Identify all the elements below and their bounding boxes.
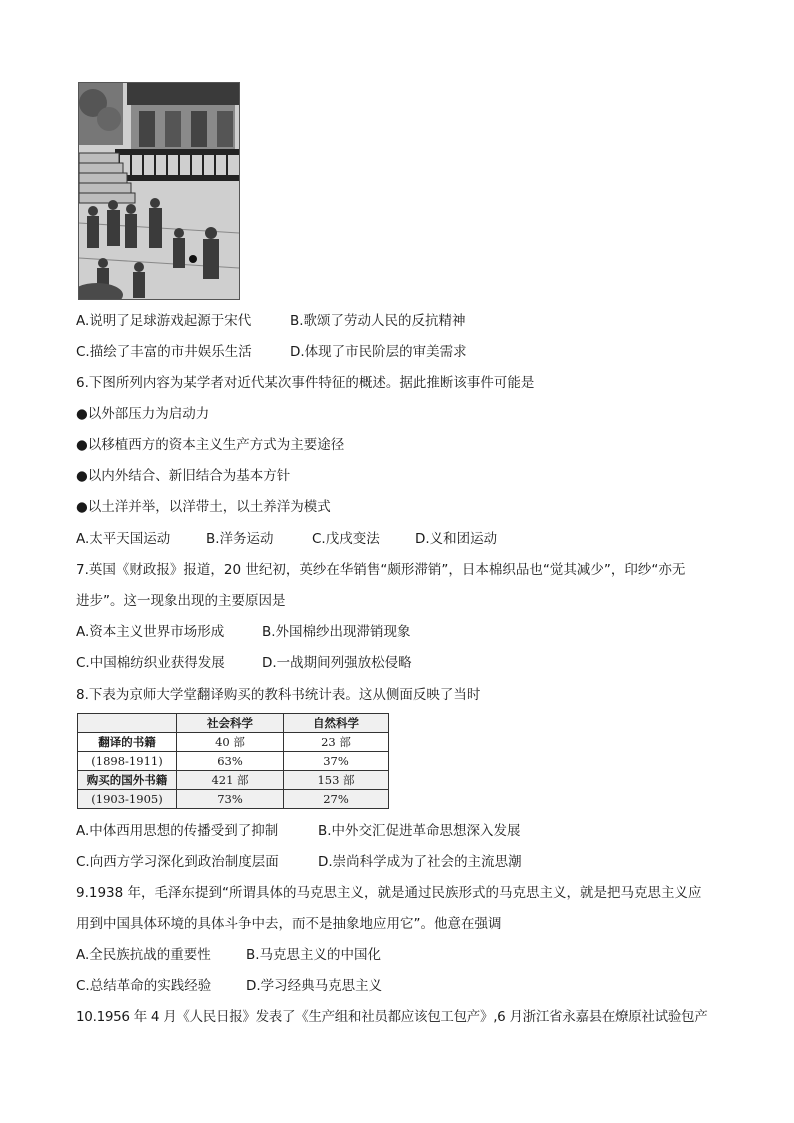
table-header-cell: 社会科学	[177, 714, 284, 733]
q6-option-d: D.义和团运动	[415, 531, 498, 547]
q7-option-a: A.资本主义世界市场形成	[76, 624, 225, 640]
q6-bullet-2: ●以移植西方的资本主义生产方式为主要途径	[76, 437, 345, 453]
table-cell: 23 部	[284, 733, 389, 752]
q6-stem: 6.下图所列内容为某学者对近代某次事件特征的概述。据此推断该事件可能是	[76, 375, 535, 391]
table-row	[78, 771, 389, 790]
table-cell: 翻译的书籍	[78, 733, 177, 752]
table-cell: 153 部	[284, 771, 389, 790]
q8-stem: 8.下表为京师大学堂翻译购买的教科书统计表。这从侧面反映了当时	[76, 687, 481, 703]
table-row	[78, 752, 389, 771]
table-cell: 27%	[284, 790, 389, 809]
woodcut-drawing	[79, 83, 239, 299]
q7-option-d: D.一战期间列强放松侵略	[262, 655, 412, 671]
woodcut-illustration	[78, 82, 240, 300]
table-cell: (1903-1905)	[78, 790, 177, 809]
table-row	[78, 790, 389, 809]
q8-option-c: C.向西方学习深化到政治制度层面	[76, 854, 279, 870]
q5-option-d: D.体现了市民阶层的审美需求	[290, 344, 467, 360]
table-header-cell: 自然科学	[284, 714, 389, 733]
table-cell: 40 部	[177, 733, 284, 752]
textbook-statistics-table	[77, 713, 389, 809]
table-cell: 421 部	[177, 771, 284, 790]
q8-option-a: A.中体西用思想的传播受到了抑制	[76, 823, 279, 839]
q7-option-c: C.中国棉纺织业获得发展	[76, 655, 225, 671]
q6-bullet-1: ●以外部压力为启动力	[76, 406, 210, 422]
table-cell: (1898-1911)	[78, 752, 177, 771]
table-header-cell	[78, 714, 177, 733]
q6-bullet-4: ●以土洋并举，以洋带土，以土养洋为模式	[76, 499, 331, 515]
q6-option-c: C.戊戌变法	[312, 531, 380, 547]
q7-stem-line-1: 7.英国《财政报》报道，20 世纪初，英纱在华销售“颇形滞销”，日本棉织品也“觉其减少”，印纱“亦无	[76, 562, 686, 578]
q7-option-b: B.外国棉纱出现滞销现象	[262, 624, 411, 640]
table-header-row	[78, 714, 389, 733]
q10-stem-line-1: 10.1956 年 4 月《人民日报》发表了《生产组和社员都应该包工包产》,6 月浙江省永嘉县在燎原社试验包产	[76, 1009, 708, 1025]
q6-bullet-3: ●以内外结合、新旧结合为基本方针	[76, 468, 291, 484]
q8-option-b: B.中外交汇促进革命思想深入发展	[318, 823, 521, 839]
q5-option-c: C.描绘了丰富的市井娱乐生活	[76, 344, 252, 360]
table-row	[78, 733, 389, 752]
q5-option-a: A.说明了足球游戏起源于宋代	[76, 313, 252, 329]
table-cell: 73%	[177, 790, 284, 809]
q7-stem-line-2: 进步”。这一现象出现的主要原因是	[76, 593, 286, 609]
table-cell: 购买的国外书籍	[78, 771, 177, 790]
q9-option-b: B.马克思主义的中国化	[246, 947, 382, 963]
q9-stem-line-1: 9.1938 年，毛泽东提到“所谓具体的马克思主义，就是通过民族形式的马克思主义，就是把马克思主义应	[76, 885, 702, 901]
table-cell: 63%	[177, 752, 284, 771]
q8-option-d: D.崇尚科学成为了社会的主流思潮	[318, 854, 522, 870]
q9-option-a: A.全民族抗战的重要性	[76, 947, 211, 963]
q9-stem-line-2: 用到中国具体环境的具体斗争中去，而不是抽象地应用它”。他意在强调	[76, 916, 502, 932]
q9-option-d: D.学习经典马克思主义	[246, 978, 383, 994]
q6-option-b: B.洋务运动	[206, 531, 274, 547]
table-cell: 37%	[284, 752, 389, 771]
q6-option-a: A.太平天国运动	[76, 531, 171, 547]
ball-shape	[189, 255, 197, 263]
q5-option-b: B.歌颂了劳动人民的反抗精神	[290, 313, 466, 329]
q9-option-c: C.总结革命的实践经验	[76, 978, 212, 994]
